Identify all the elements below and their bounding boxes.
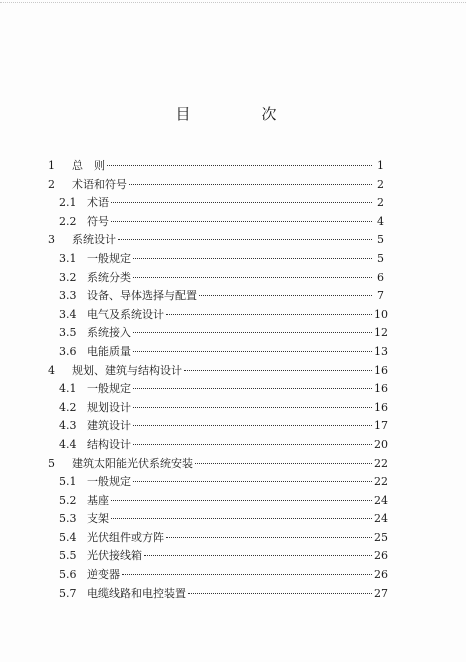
toc-entry-page: 5 — [377, 233, 384, 247]
toc-entry-label: 光伏组件或方阵 — [87, 530, 164, 544]
dot-leader — [111, 221, 372, 222]
toc-entry-page: 26 — [374, 568, 388, 582]
toc-entry[interactable] — [48, 306, 388, 325]
toc-entry[interactable] — [48, 510, 388, 529]
dot-leader — [166, 314, 372, 315]
toc-entry[interactable] — [48, 417, 388, 436]
toc-entry-number: 4.2 — [59, 400, 77, 414]
toc-entry-page: 17 — [374, 419, 388, 433]
dot-leader — [111, 500, 372, 501]
toc-entry-label: 符号 — [87, 214, 109, 228]
toc-entry-number: 3 — [48, 233, 55, 247]
toc-entry[interactable] — [48, 380, 388, 399]
toc-entry-label: 一般规定 — [87, 251, 131, 265]
toc-entry-label: 电能质量 — [87, 344, 131, 358]
toc-entry[interactable] — [48, 287, 384, 306]
toc-title: 目 次 — [175, 105, 305, 123]
toc-entry-page: 5 — [377, 251, 384, 265]
toc-entry[interactable] — [48, 473, 388, 492]
dot-leader — [107, 165, 372, 166]
toc-entry-page: 24 — [374, 512, 388, 526]
dot-leader — [133, 332, 372, 333]
toc-entry-label: 术语 — [87, 196, 109, 210]
dot-leader — [118, 239, 372, 240]
toc-entry-page: 10 — [374, 307, 388, 321]
dot-leader — [144, 555, 372, 556]
toc-entry-label: 设备、导体选择与配置 — [87, 289, 197, 303]
toc-entry-number: 3.3 — [59, 289, 77, 303]
toc-entry[interactable] — [48, 231, 384, 250]
dot-leader — [133, 388, 372, 389]
toc-entry-page: 4 — [377, 214, 384, 228]
toc-entry-label: 一般规定 — [87, 475, 131, 489]
toc-entry-number: 5.6 — [59, 568, 77, 582]
toc-entry-page: 26 — [374, 549, 388, 563]
dot-leader — [133, 258, 372, 259]
toc-entry-page: 22 — [374, 475, 388, 489]
toc-entry[interactable] — [48, 176, 384, 195]
dot-leader — [133, 407, 372, 408]
toc-entry-label: 系统设计 — [72, 233, 116, 247]
toc-entry-label: 建筑设计 — [87, 419, 131, 433]
toc-entry-label: 电气及系统设计 — [87, 307, 164, 321]
toc-entry-page: 2 — [377, 177, 384, 191]
toc-entry-label: 一般规定 — [87, 382, 131, 396]
dot-leader — [199, 295, 372, 296]
toc-entry-label: 电缆线路和电控装置 — [87, 586, 186, 600]
toc-entry-page: 12 — [374, 326, 388, 340]
dot-leader — [133, 481, 372, 482]
toc-entry-number: 2 — [48, 177, 55, 191]
toc-entry-number: 3.5 — [59, 326, 77, 340]
toc-entry-number: 4.3 — [59, 419, 77, 433]
toc-entry-page: 1 — [377, 159, 384, 172]
toc-entry-number: 5.7 — [59, 586, 77, 600]
table-of-contents — [48, 157, 388, 603]
toc-entry-label: 建筑太阳能光伏系统安装 — [72, 456, 193, 470]
toc-entry-number: 4.4 — [59, 437, 77, 451]
toc-entry-label: 规划设计 — [87, 400, 131, 414]
toc-entry[interactable] — [48, 547, 388, 566]
toc-entry[interactable] — [48, 566, 388, 585]
toc-entry-page: 25 — [374, 530, 388, 544]
toc-entry-number: 3.6 — [59, 344, 77, 358]
toc-entry-number: 5.3 — [59, 512, 77, 526]
toc-entry[interactable] — [48, 213, 384, 232]
toc-entry[interactable] — [48, 455, 388, 474]
dot-leader — [133, 277, 372, 278]
toc-entry-label: 支架 — [87, 512, 109, 526]
toc-entry[interactable] — [48, 585, 388, 604]
toc-entry[interactable] — [48, 157, 384, 176]
toc-entry-label: 光伏接线箱 — [87, 549, 142, 563]
toc-entry-label: 系统分类 — [87, 270, 131, 284]
toc-entry-label: 术语和符号 — [72, 177, 127, 191]
toc-entry-number: 3.4 — [59, 307, 77, 321]
toc-entry-number: 5.4 — [59, 530, 77, 544]
dot-leader — [195, 463, 372, 464]
toc-entry-page: 27 — [374, 586, 388, 600]
toc-entry-page: 7 — [377, 289, 384, 303]
toc-entry-number: 2.2 — [59, 214, 77, 228]
toc-entry-page: 16 — [374, 400, 388, 414]
toc-entry-page: 22 — [374, 456, 388, 470]
dot-leader — [111, 518, 372, 519]
toc-entry-page: 24 — [374, 493, 388, 507]
toc-entry[interactable] — [48, 362, 388, 381]
toc-entry-number: 3.2 — [59, 270, 77, 284]
toc-entry[interactable] — [48, 529, 388, 548]
toc-entry-page: 16 — [374, 363, 388, 377]
toc-entry-label: 逆变器 — [87, 568, 120, 582]
toc-entry[interactable] — [48, 250, 384, 269]
toc-entry-page: 6 — [377, 270, 384, 284]
toc-entry-page: 2 — [377, 196, 384, 210]
dot-leader — [129, 184, 372, 185]
toc-entry[interactable] — [48, 269, 384, 288]
dot-leader — [111, 202, 372, 203]
toc-entry-number: 4 — [48, 363, 55, 377]
toc-entry-label: 总 则 — [72, 159, 105, 172]
dot-leader — [166, 537, 372, 538]
toc-entry[interactable] — [48, 492, 388, 511]
toc-entry-label: 规划、建筑与结构设计 — [72, 363, 182, 377]
dot-leader — [184, 370, 372, 371]
toc-entry-number: 5 — [48, 456, 55, 470]
toc-entry-number: 3.1 — [59, 251, 77, 265]
toc-entry-page: 13 — [374, 344, 388, 358]
toc-entry-number: 2.1 — [59, 196, 77, 210]
dot-leader — [133, 425, 372, 426]
toc-entry-number: 4.1 — [59, 382, 77, 396]
dot-leader — [188, 593, 372, 594]
toc-entry-label: 基座 — [87, 493, 109, 507]
dot-leader — [133, 351, 372, 352]
toc-entry[interactable] — [48, 194, 384, 213]
toc-entry-label: 结构设计 — [87, 437, 131, 451]
toc-entry-number: 5.5 — [59, 549, 77, 563]
toc-entry-number: 1 — [48, 159, 55, 172]
toc-entry[interactable] — [48, 324, 388, 343]
dot-leader — [133, 444, 372, 445]
scan-artifact — [0, 2, 466, 6]
toc-entry-number: 5.2 — [59, 493, 77, 507]
toc-entry-page: 20 — [374, 437, 388, 451]
toc-entry-page: 16 — [374, 382, 388, 396]
toc-entry-number: 5.1 — [59, 475, 77, 489]
toc-entry[interactable] — [48, 436, 388, 455]
dot-leader — [122, 574, 372, 575]
toc-entry-label: 系统接入 — [87, 326, 131, 340]
toc-entry[interactable] — [48, 399, 388, 418]
toc-entry[interactable] — [48, 343, 388, 362]
